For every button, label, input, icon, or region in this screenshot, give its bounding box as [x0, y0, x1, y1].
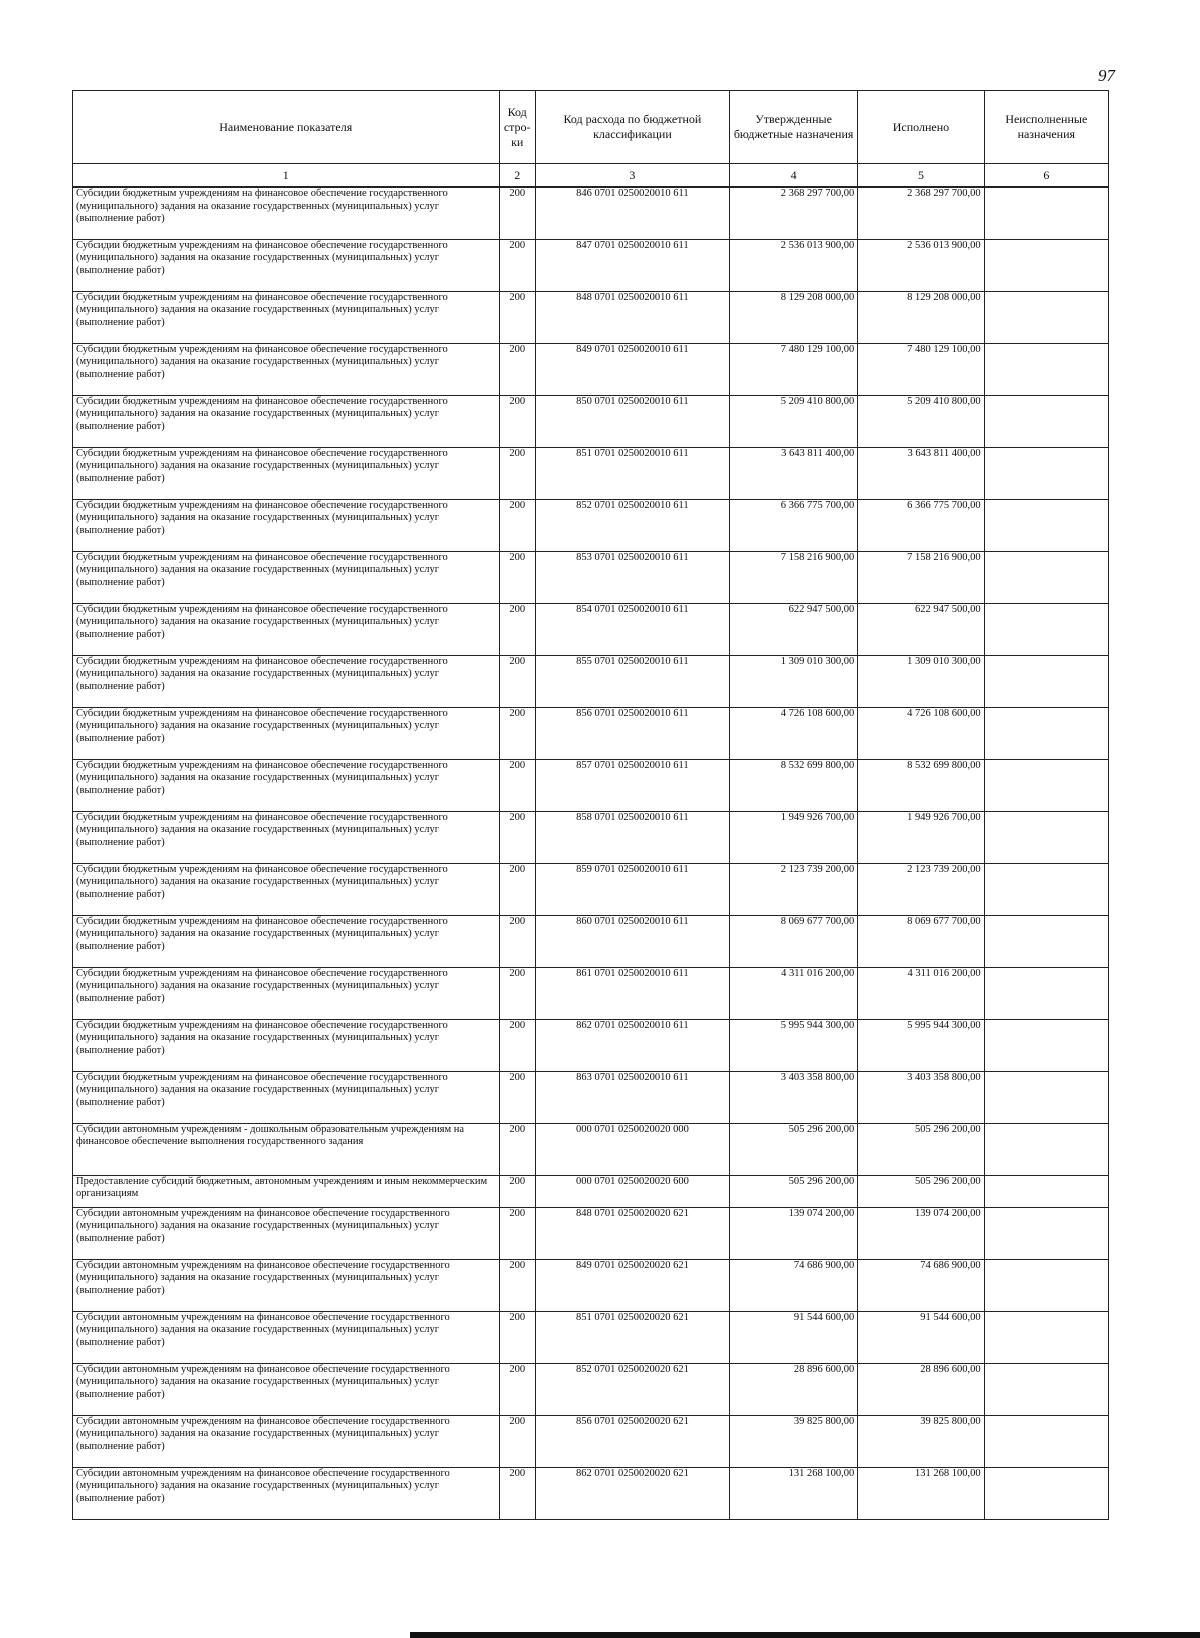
column-number: 6: [984, 164, 1108, 188]
row-expense-code: 000 0701 0250020020 000: [535, 1123, 729, 1175]
row-line-code: 200: [499, 239, 535, 291]
table-row: [73, 811, 1109, 863]
row-expense-code: 855 0701 0250020010 611: [535, 655, 729, 707]
row-expense-code: 860 0701 0250020010 611: [535, 915, 729, 967]
row-executed-amount: 505 296 200,00: [858, 1175, 984, 1207]
row-expense-code: 846 0701 0250020010 611: [535, 187, 729, 239]
row-expense-code: 848 0701 0250020010 611: [535, 291, 729, 343]
row-line-code: 200: [499, 1363, 535, 1415]
header-executed: Исполнено: [858, 91, 984, 164]
row-expense-code: 862 0701 0250020010 611: [535, 1019, 729, 1071]
table-row: [73, 1175, 1109, 1207]
row-approved-amount: 2 123 739 200,00: [729, 863, 857, 915]
row-indicator-name: Субсидии автономным учреждениям на финансовое обеспечение государственного (муниципального) задания на оказание государственных (муниципальных) услуг (выполнение работ): [73, 1207, 500, 1259]
budget-report-table: [72, 90, 1109, 1520]
row-approved-amount: 622 947 500,00: [729, 603, 857, 655]
row-remaining-amount: [984, 915, 1108, 967]
row-executed-amount: 505 296 200,00: [858, 1123, 984, 1175]
row-executed-amount: 6 366 775 700,00: [858, 499, 984, 551]
header-row: [73, 91, 1109, 164]
row-indicator-name: Предоставление субсидий бюджетным, автономным учреждениям и иным некоммерческим организациям: [73, 1175, 500, 1207]
row-remaining-amount: [984, 187, 1108, 239]
row-indicator-name: Субсидии бюджетным учреждениям на финансовое обеспечение государственного (муниципального) задания на оказание государственных (муниципальных) услуг (выполнение работ): [73, 655, 500, 707]
row-executed-amount: 74 686 900,00: [858, 1259, 984, 1311]
row-approved-amount: 3 403 358 800,00: [729, 1071, 857, 1123]
table-row: [73, 1467, 1109, 1519]
row-remaining-amount: [984, 447, 1108, 499]
row-approved-amount: 7 480 129 100,00: [729, 343, 857, 395]
row-indicator-name: Субсидии бюджетным учреждениям на финансовое обеспечение государственного (муниципального) задания на оказание государственных (муниципальных) услуг (выполнение работ): [73, 395, 500, 447]
table-row: [73, 1363, 1109, 1415]
table-row: [73, 239, 1109, 291]
row-line-code: 200: [499, 1467, 535, 1519]
table-row: [73, 291, 1109, 343]
table-row: [73, 759, 1109, 811]
row-line-code: 200: [499, 1019, 535, 1071]
row-expense-code: 849 0701 0250020010 611: [535, 343, 729, 395]
row-expense-code: 847 0701 0250020010 611: [535, 239, 729, 291]
row-executed-amount: 5 995 944 300,00: [858, 1019, 984, 1071]
row-remaining-amount: [984, 1415, 1108, 1467]
row-indicator-name: Субсидии бюджетным учреждениям на финансовое обеспечение государственного (муниципального) задания на оказание государственных (муниципальных) услуг (выполнение работ): [73, 1019, 500, 1071]
table-row: [73, 1071, 1109, 1123]
row-expense-code: 856 0701 0250020010 611: [535, 707, 729, 759]
table-row: [73, 707, 1109, 759]
column-number-row: [73, 164, 1109, 188]
row-expense-code: 854 0701 0250020010 611: [535, 603, 729, 655]
row-indicator-name: Субсидии бюджетным учреждениям на финансовое обеспечение государственного (муниципального) задания на оказание государственных (муниципальных) услуг (выполнение работ): [73, 603, 500, 655]
row-indicator-name: Субсидии бюджетным учреждениям на финансовое обеспечение государственного (муниципального) задания на оказание государственных (муниципальных) услуг (выполнение работ): [73, 811, 500, 863]
column-number: 5: [858, 164, 984, 188]
row-approved-amount: 4 311 016 200,00: [729, 967, 857, 1019]
row-approved-amount: 1 949 926 700,00: [729, 811, 857, 863]
header-expense-code: Код расхода по бюджетной классификации: [535, 91, 729, 164]
row-executed-amount: 39 825 800,00: [858, 1415, 984, 1467]
column-number: 4: [729, 164, 857, 188]
row-executed-amount: 3 643 811 400,00: [858, 447, 984, 499]
row-line-code: 200: [499, 707, 535, 759]
header-remaining: Неисполненные назначения: [984, 91, 1108, 164]
row-line-code: 200: [499, 1175, 535, 1207]
row-indicator-name: Субсидии автономным учреждениям на финансовое обеспечение государственного (муниципального) задания на оказание государственных (муниципальных) услуг (выполнение работ): [73, 1311, 500, 1363]
row-remaining-amount: [984, 967, 1108, 1019]
row-executed-amount: 139 074 200,00: [858, 1207, 984, 1259]
table-row: [73, 603, 1109, 655]
row-expense-code: 862 0701 0250020020 621: [535, 1467, 729, 1519]
table-row: [73, 343, 1109, 395]
scan-edge-bar: [410, 1632, 1200, 1638]
row-approved-amount: 5 209 410 800,00: [729, 395, 857, 447]
row-approved-amount: 7 158 216 900,00: [729, 551, 857, 603]
row-approved-amount: 131 268 100,00: [729, 1467, 857, 1519]
row-approved-amount: 5 995 944 300,00: [729, 1019, 857, 1071]
table-row: [73, 1123, 1109, 1175]
row-remaining-amount: [984, 863, 1108, 915]
row-indicator-name: Субсидии бюджетным учреждениям на финансовое обеспечение государственного (муниципального) задания на оказание государственных (муниципальных) услуг (выполнение работ): [73, 447, 500, 499]
row-remaining-amount: [984, 1019, 1108, 1071]
row-expense-code: 863 0701 0250020010 611: [535, 1071, 729, 1123]
row-executed-amount: 2 123 739 200,00: [858, 863, 984, 915]
row-line-code: 200: [499, 551, 535, 603]
row-indicator-name: Субсидии бюджетным учреждениям на финансовое обеспечение государственного (муниципального) задания на оказание государственных (муниципальных) услуг (выполнение работ): [73, 707, 500, 759]
row-executed-amount: 5 209 410 800,00: [858, 395, 984, 447]
row-indicator-name: Субсидии бюджетным учреждениям на финансовое обеспечение государственного (муниципального) задания на оказание государственных (муниципальных) услуг (выполнение работ): [73, 1071, 500, 1123]
row-expense-code: 857 0701 0250020010 611: [535, 759, 729, 811]
header-indicator-name: Наименование показателя: [73, 91, 500, 164]
row-line-code: 200: [499, 759, 535, 811]
row-expense-code: 848 0701 0250020020 621: [535, 1207, 729, 1259]
row-line-code: 200: [499, 1311, 535, 1363]
row-approved-amount: 4 726 108 600,00: [729, 707, 857, 759]
table-body: [73, 187, 1109, 1519]
row-expense-code: 852 0701 0250020020 621: [535, 1363, 729, 1415]
row-expense-code: 851 0701 0250020010 611: [535, 447, 729, 499]
table-row: [73, 915, 1109, 967]
row-indicator-name: Субсидии бюджетным учреждениям на финансовое обеспечение государственного (муниципального) задания на оказание государственных (муниципальных) услуг (выполнение работ): [73, 499, 500, 551]
row-line-code: 200: [499, 499, 535, 551]
row-line-code: 200: [499, 291, 535, 343]
table-row: [73, 551, 1109, 603]
row-remaining-amount: [984, 707, 1108, 759]
page-number: 97: [1098, 66, 1115, 85]
row-remaining-amount: [984, 291, 1108, 343]
row-remaining-amount: [984, 603, 1108, 655]
row-executed-amount: 28 896 600,00: [858, 1363, 984, 1415]
row-indicator-name: Субсидии бюджетным учреждениям на финансовое обеспечение государственного (муниципального) задания на оказание государственных (муниципальных) услуг (выполнение работ): [73, 967, 500, 1019]
row-remaining-amount: [984, 1467, 1108, 1519]
row-approved-amount: 2 368 297 700,00: [729, 187, 857, 239]
row-remaining-amount: [984, 1071, 1108, 1123]
row-approved-amount: 28 896 600,00: [729, 1363, 857, 1415]
row-remaining-amount: [984, 655, 1108, 707]
row-line-code: 200: [499, 863, 535, 915]
row-executed-amount: 4 726 108 600,00: [858, 707, 984, 759]
table-row: [73, 655, 1109, 707]
table-row: [73, 863, 1109, 915]
row-line-code: 200: [499, 811, 535, 863]
row-approved-amount: 8 532 699 800,00: [729, 759, 857, 811]
table-row: [73, 447, 1109, 499]
header-line-code: Код стро-ки: [499, 91, 535, 164]
row-approved-amount: 6 366 775 700,00: [729, 499, 857, 551]
table-header: [73, 91, 1109, 188]
row-indicator-name: Субсидии автономным учреждениям - дошкольным образовательным учреждениям на финансовое обеспечение выполнения государственного задания: [73, 1123, 500, 1175]
row-executed-amount: 622 947 500,00: [858, 603, 984, 655]
row-executed-amount: 7 480 129 100,00: [858, 343, 984, 395]
row-expense-code: 858 0701 0250020010 611: [535, 811, 729, 863]
table-row: [73, 1311, 1109, 1363]
row-line-code: 200: [499, 395, 535, 447]
row-executed-amount: 91 544 600,00: [858, 1311, 984, 1363]
row-remaining-amount: [984, 239, 1108, 291]
row-line-code: 200: [499, 655, 535, 707]
row-approved-amount: 1 309 010 300,00: [729, 655, 857, 707]
row-executed-amount: 3 403 358 800,00: [858, 1071, 984, 1123]
row-indicator-name: Субсидии автономным учреждениям на финансовое обеспечение государственного (муниципального) задания на оказание государственных (муниципальных) услуг (выполнение работ): [73, 1467, 500, 1519]
row-approved-amount: 8 129 208 000,00: [729, 291, 857, 343]
row-expense-code: 852 0701 0250020010 611: [535, 499, 729, 551]
row-line-code: 200: [499, 187, 535, 239]
table-row: [73, 967, 1109, 1019]
row-indicator-name: Субсидии бюджетным учреждениям на финансовое обеспечение государственного (муниципального) задания на оказание государственных (муниципальных) услуг (выполнение работ): [73, 551, 500, 603]
row-remaining-amount: [984, 395, 1108, 447]
table-row: [73, 187, 1109, 239]
row-indicator-name: Субсидии бюджетным учреждениям на финансовое обеспечение государственного (муниципального) задания на оказание государственных (муниципальных) услуг (выполнение работ): [73, 187, 500, 239]
row-remaining-amount: [984, 1175, 1108, 1207]
row-indicator-name: Субсидии бюджетным учреждениям на финансовое обеспечение государственного (муниципального) задания на оказание государственных (муниципальных) услуг (выполнение работ): [73, 759, 500, 811]
row-remaining-amount: [984, 1207, 1108, 1259]
row-line-code: 200: [499, 447, 535, 499]
row-executed-amount: 131 268 100,00: [858, 1467, 984, 1519]
column-number: 3: [535, 164, 729, 188]
row-indicator-name: Субсидии автономным учреждениям на финансовое обеспечение государственного (муниципального) задания на оказание государственных (муниципальных) услуг (выполнение работ): [73, 1415, 500, 1467]
row-approved-amount: 505 296 200,00: [729, 1123, 857, 1175]
row-approved-amount: 2 536 013 900,00: [729, 239, 857, 291]
row-expense-code: 851 0701 0250020020 621: [535, 1311, 729, 1363]
table-row: [73, 1259, 1109, 1311]
row-line-code: 200: [499, 603, 535, 655]
row-remaining-amount: [984, 499, 1108, 551]
row-expense-code: 856 0701 0250020020 621: [535, 1415, 729, 1467]
row-line-code: 200: [499, 967, 535, 1019]
row-indicator-name: Субсидии бюджетным учреждениям на финансовое обеспечение государственного (муниципального) задания на оказание государственных (муниципальных) услуг (выполнение работ): [73, 915, 500, 967]
row-indicator-name: Субсидии автономным учреждениям на финансовое обеспечение государственного (муниципального) задания на оказание государственных (муниципальных) услуг (выполнение работ): [73, 1363, 500, 1415]
row-line-code: 200: [499, 343, 535, 395]
row-executed-amount: 2 536 013 900,00: [858, 239, 984, 291]
row-indicator-name: Субсидии бюджетным учреждениям на финансовое обеспечение государственного (муниципального) задания на оказание государственных (муниципальных) услуг (выполнение работ): [73, 343, 500, 395]
row-executed-amount: 1 949 926 700,00: [858, 811, 984, 863]
table-row: [73, 395, 1109, 447]
header-approved: Утвержденные бюджетные назначения: [729, 91, 857, 164]
row-indicator-name: Субсидии бюджетным учреждениям на финансовое обеспечение государственного (муниципального) задания на оказание государственных (муниципальных) услуг (выполнение работ): [73, 239, 500, 291]
row-approved-amount: 505 296 200,00: [729, 1175, 857, 1207]
row-remaining-amount: [984, 1311, 1108, 1363]
column-number: 2: [499, 164, 535, 188]
row-executed-amount: 8 532 699 800,00: [858, 759, 984, 811]
row-remaining-amount: [984, 551, 1108, 603]
row-approved-amount: 39 825 800,00: [729, 1415, 857, 1467]
row-remaining-amount: [984, 811, 1108, 863]
row-approved-amount: 8 069 677 700,00: [729, 915, 857, 967]
row-line-code: 200: [499, 915, 535, 967]
row-line-code: 200: [499, 1415, 535, 1467]
row-executed-amount: 7 158 216 900,00: [858, 551, 984, 603]
row-executed-amount: 8 069 677 700,00: [858, 915, 984, 967]
row-expense-code: 849 0701 0250020020 621: [535, 1259, 729, 1311]
row-line-code: 200: [499, 1259, 535, 1311]
row-expense-code: 850 0701 0250020010 611: [535, 395, 729, 447]
row-indicator-name: Субсидии автономным учреждениям на финансовое обеспечение государственного (муниципального) задания на оказание государственных (муниципальных) услуг (выполнение работ): [73, 1259, 500, 1311]
row-approved-amount: 3 643 811 400,00: [729, 447, 857, 499]
row-line-code: 200: [499, 1071, 535, 1123]
row-line-code: 200: [499, 1123, 535, 1175]
table-row: [73, 1019, 1109, 1071]
row-line-code: 200: [499, 1207, 535, 1259]
row-executed-amount: 2 368 297 700,00: [858, 187, 984, 239]
row-approved-amount: 139 074 200,00: [729, 1207, 857, 1259]
row-expense-code: 853 0701 0250020010 611: [535, 551, 729, 603]
row-executed-amount: 1 309 010 300,00: [858, 655, 984, 707]
table-row: [73, 499, 1109, 551]
row-expense-code: 859 0701 0250020010 611: [535, 863, 729, 915]
row-remaining-amount: [984, 1123, 1108, 1175]
row-remaining-amount: [984, 1363, 1108, 1415]
row-executed-amount: 8 129 208 000,00: [858, 291, 984, 343]
row-approved-amount: 91 544 600,00: [729, 1311, 857, 1363]
table-row: [73, 1415, 1109, 1467]
row-remaining-amount: [984, 759, 1108, 811]
row-executed-amount: 4 311 016 200,00: [858, 967, 984, 1019]
row-indicator-name: Субсидии бюджетным учреждениям на финансовое обеспечение государственного (муниципального) задания на оказание государственных (муниципальных) услуг (выполнение работ): [73, 291, 500, 343]
row-approved-amount: 74 686 900,00: [729, 1259, 857, 1311]
row-remaining-amount: [984, 343, 1108, 395]
row-expense-code: 861 0701 0250020010 611: [535, 967, 729, 1019]
row-remaining-amount: [984, 1259, 1108, 1311]
row-expense-code: 000 0701 0250020020 600: [535, 1175, 729, 1207]
column-number: 1: [73, 164, 500, 188]
table-row: [73, 1207, 1109, 1259]
row-indicator-name: Субсидии бюджетным учреждениям на финансовое обеспечение государственного (муниципального) задания на оказание государственных (муниципальных) услуг (выполнение работ): [73, 863, 500, 915]
